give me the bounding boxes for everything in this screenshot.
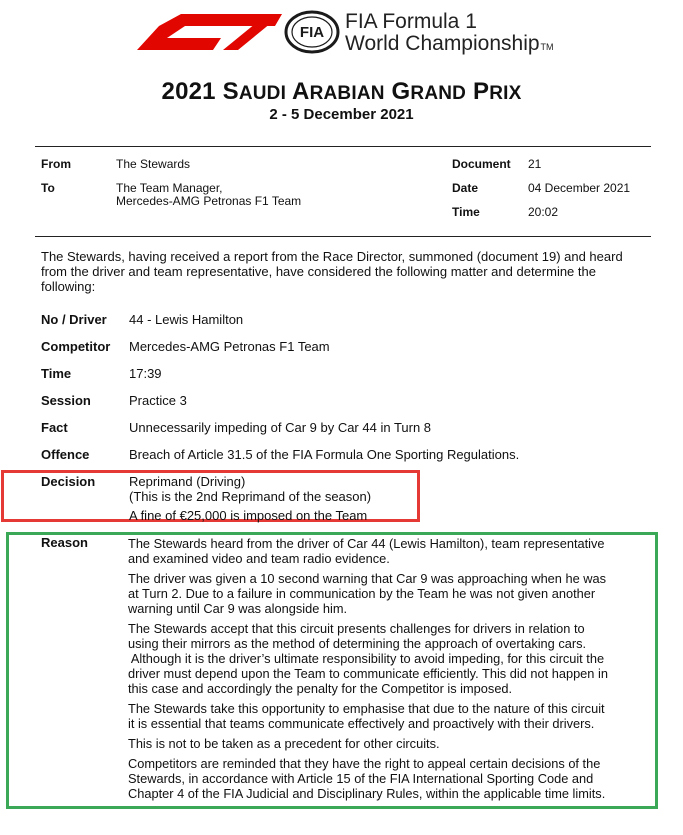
page-title xyxy=(0,78,683,106)
reason-line: Although it is the driver’s ultimate responsibility to avoid impeding, for this circuit the xyxy=(128,651,605,666)
to-label: To xyxy=(41,181,55,195)
date-value: 04 December 2021 xyxy=(528,181,631,195)
fact-label: Fact xyxy=(41,420,68,435)
reason-line: The driver was given a 10 second warning that Car 9 was approaching when he was xyxy=(128,571,607,586)
brand-line2-text: World Championship xyxy=(345,32,540,55)
fia-emblem-icon xyxy=(284,10,340,54)
to-value-line1: The Team Manager, xyxy=(116,181,223,195)
decision-line3: A fine of €25,000 is imposed on the Team xyxy=(129,508,368,523)
from-label: From xyxy=(41,157,71,171)
reason-label: Reason xyxy=(41,535,88,550)
title-seg: A xyxy=(286,78,310,105)
f1-logo xyxy=(137,12,282,50)
divider-top xyxy=(35,146,651,147)
reason-line: this case and accordingly the penalty for the Competitor is imposed. xyxy=(128,681,513,696)
to-value-line2: Mercedes-AMG Petronas F1 Team xyxy=(116,194,302,208)
intro-paragraph: The Stewards, having received a report from the Race Director, summoned (document 19) and heard from the driver and team representative, have considered the following matter and determine the following: xyxy=(41,249,623,294)
incident-time-label: Time xyxy=(41,366,72,381)
title-seg: RABIAN xyxy=(309,83,385,104)
session-value: Practice 3 xyxy=(129,393,187,408)
reason-line: The Stewards take this opportunity to emphasise that due to the nature of this circuit xyxy=(128,701,605,716)
trademark-mark: TM xyxy=(540,42,554,52)
incident-time-value: 17:39 xyxy=(129,366,162,381)
title-seg: 2021 S xyxy=(161,78,239,105)
title-seg: G xyxy=(384,78,411,105)
reason-line: This is not to be taken as a precedent for other circuits. xyxy=(128,736,440,751)
brand-line1: FIA Formula 1 xyxy=(345,10,477,33)
reason-line: Stewards, in accordance with Article 15 of the FIA International Sporting Code and xyxy=(128,771,594,786)
brand-line2 xyxy=(345,32,554,56)
offence-value: Breach of Article 31.5 of the FIA Formula One Sporting Regulations. xyxy=(129,447,520,462)
reason-line: it is essential that teams communicate effectively and proactively with their drivers. xyxy=(128,716,595,731)
reason-line: Chapter 4 of the FIA Judicial and Disciplinary Rules, within the applicable time limits. xyxy=(128,786,606,801)
divider-bottom xyxy=(35,236,651,237)
time-value: 20:02 xyxy=(528,205,559,219)
competitor-value: Mercedes-AMG Petronas F1 Team xyxy=(129,339,330,354)
driver-label: No / Driver xyxy=(41,312,107,327)
title-seg: RIX xyxy=(489,83,522,104)
decision-line1: Reprimand (Driving) xyxy=(129,474,246,489)
competitor-label: Competitor xyxy=(41,339,111,354)
event-dates: 2 - 5 December 2021 xyxy=(269,106,414,123)
reason-line: Competitors are reminded that they have the right to appeal certain decisions of the xyxy=(128,756,601,771)
reason-line: The Stewards heard from the driver of Car 44 (Lewis Hamilton), team representative xyxy=(128,536,605,551)
from-value: The Stewards xyxy=(116,157,191,171)
title-seg: AUDI xyxy=(238,83,287,104)
date-label: Date xyxy=(452,181,479,195)
reason-line: The Stewards accept that this circuit presents challenges for drivers in relation to xyxy=(128,621,585,636)
emblem-text: FIA xyxy=(299,24,325,41)
reason-line: at Turn 2. Due to a failure in communication by the Team he was not given another xyxy=(128,586,596,601)
reason-line: and examined video and team radio evidence. xyxy=(128,551,390,566)
reason-line: using their mirrors as the method of determining the approach of overtaking cars. xyxy=(128,636,587,651)
document-label: Document xyxy=(452,157,511,171)
decision-line2: (This is the 2nd Reprimand of the season) xyxy=(129,489,372,504)
time-label: Time xyxy=(452,205,480,219)
fact-value: Unnecessarily impeding of Car 9 by Car 44 in Turn 8 xyxy=(129,420,432,435)
title-seg: RAND xyxy=(410,83,467,104)
reason-line: driver must depend upon the Team to communicate efficiently. This did not happen in xyxy=(128,666,608,681)
offence-label: Offence xyxy=(41,447,90,462)
session-label: Session xyxy=(41,393,91,408)
reason-line: warning until Car 9 was alongside him. xyxy=(128,601,348,616)
driver-value: 44 - Lewis Hamilton xyxy=(129,312,244,327)
title-seg: P xyxy=(466,78,490,105)
document-value: 21 xyxy=(528,157,542,171)
decision-label: Decision xyxy=(41,474,96,489)
